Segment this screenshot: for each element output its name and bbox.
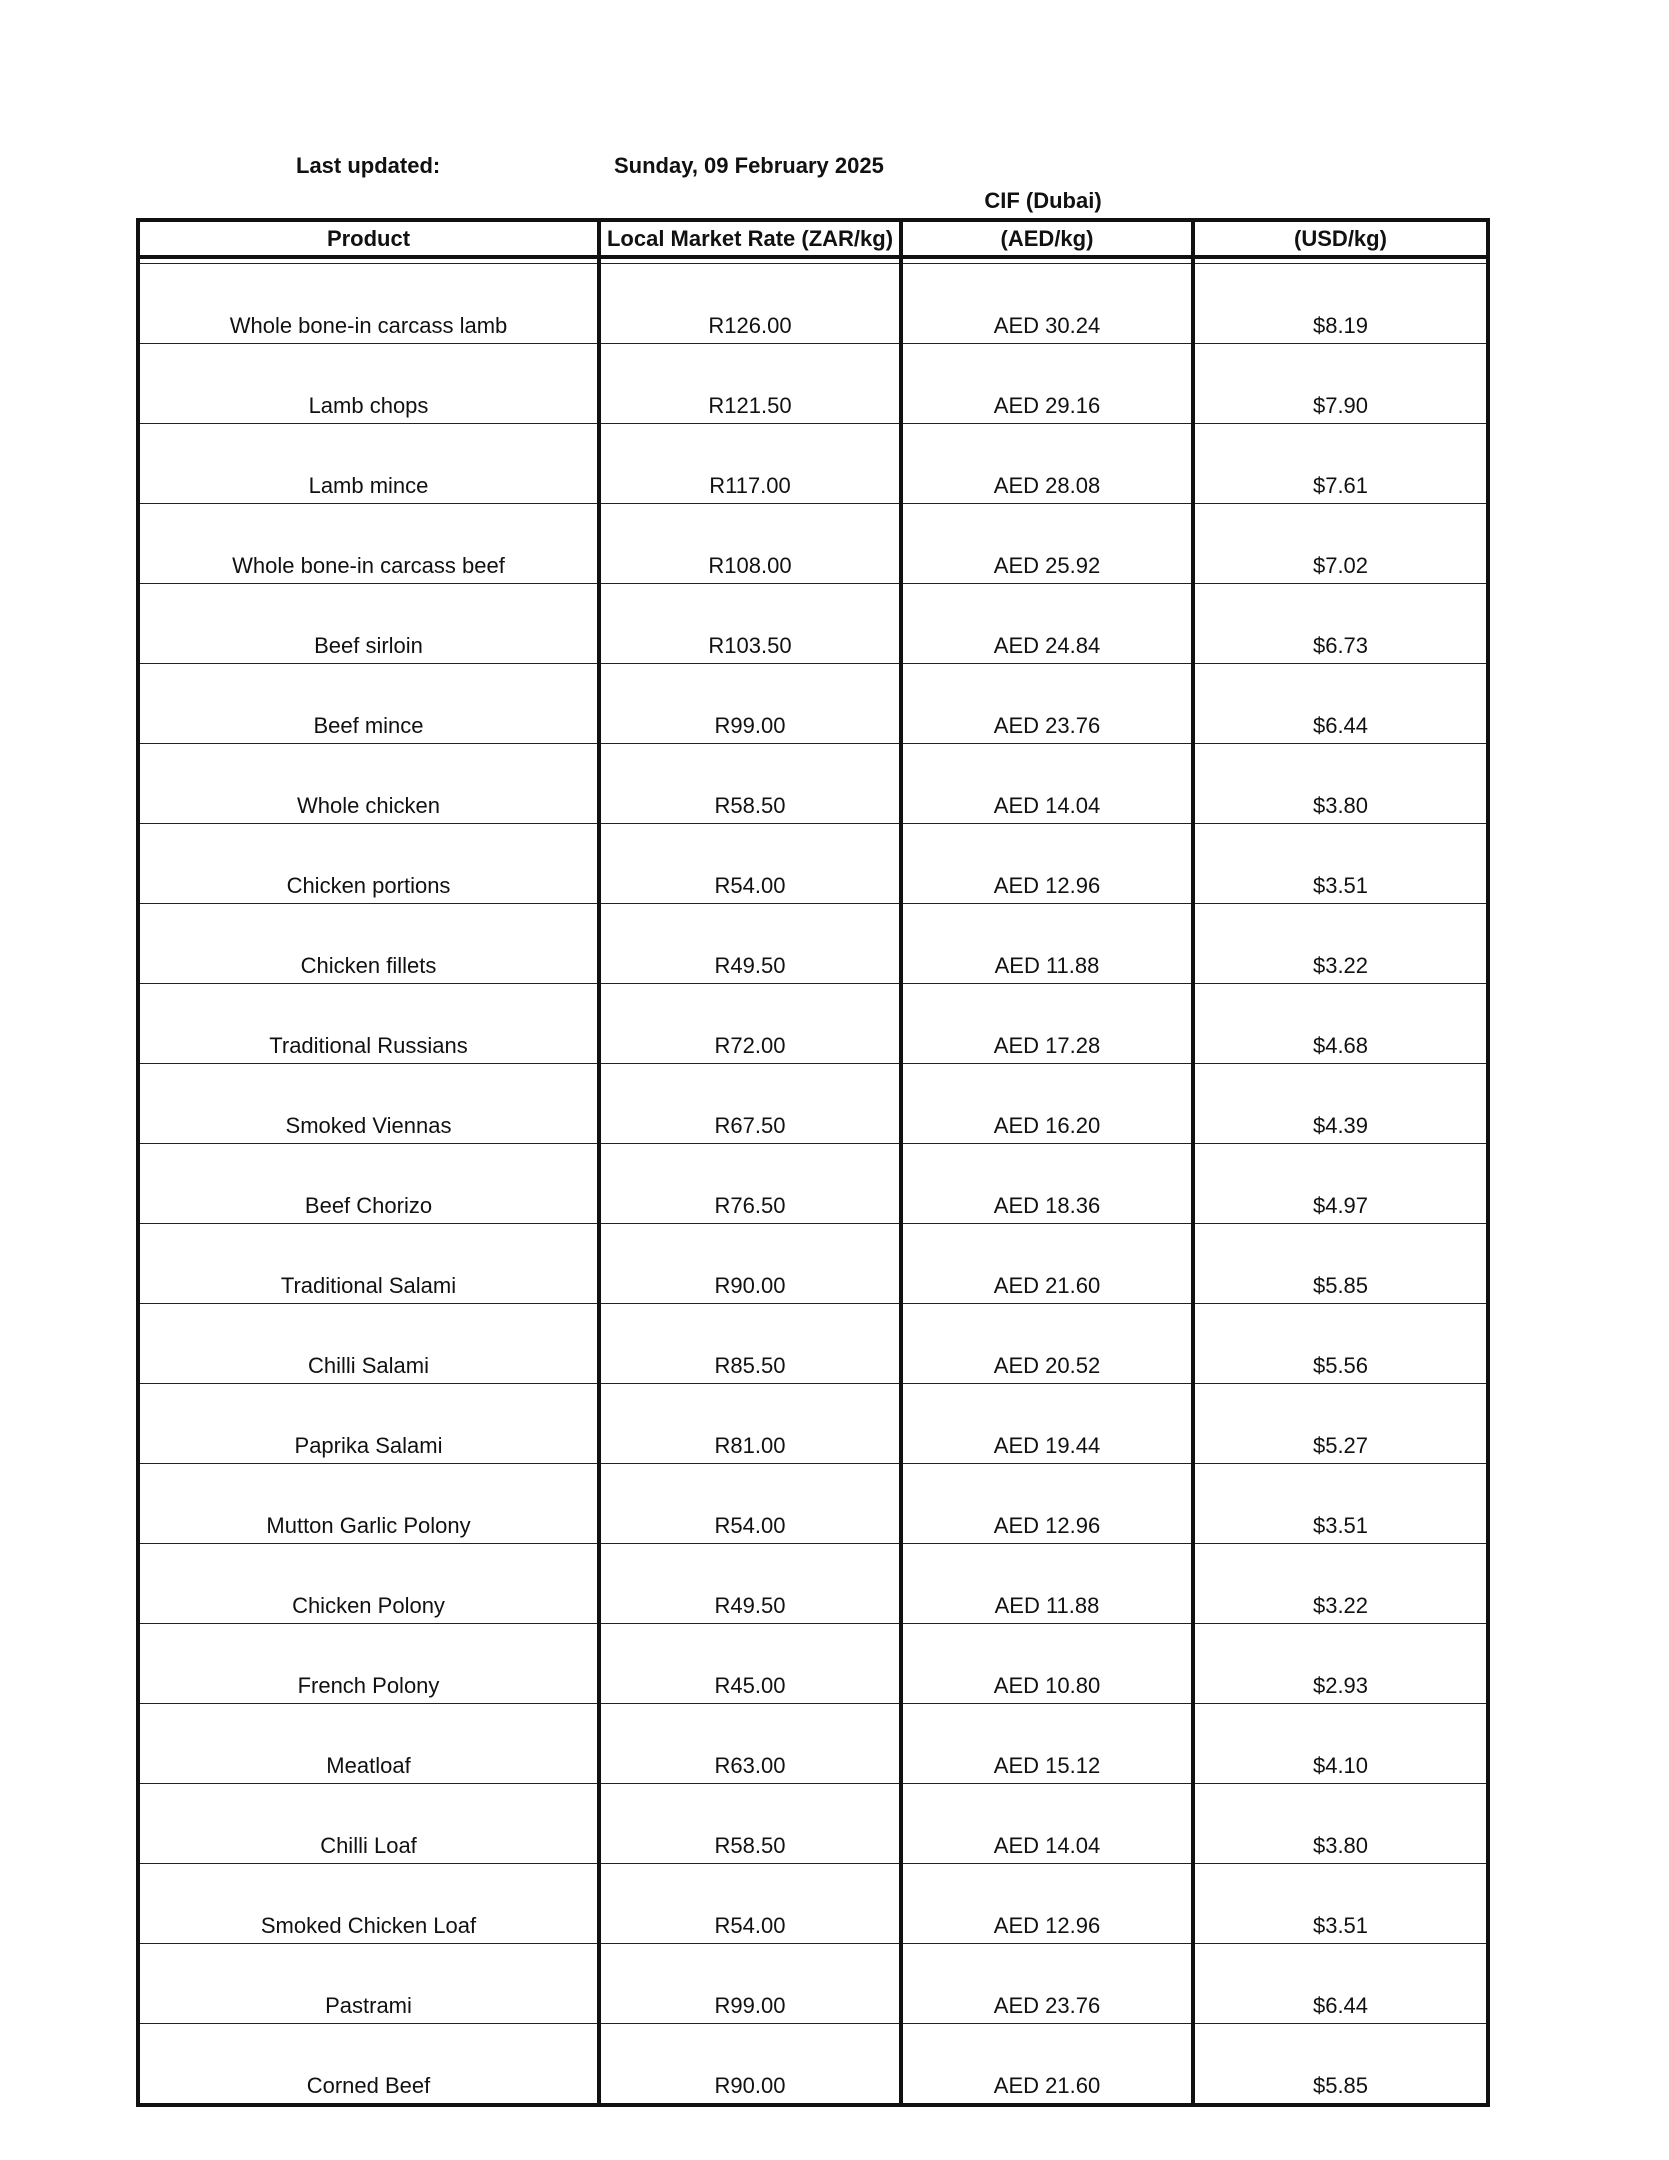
local-rate-cell: R90.00 xyxy=(599,2024,901,2106)
table-row xyxy=(138,1544,1488,1624)
table-row xyxy=(138,984,1488,1064)
product-cell: Paprika Salami xyxy=(138,1384,599,1464)
table-row xyxy=(138,664,1488,744)
aed-price-cell: AED 30.24 xyxy=(901,264,1193,344)
aed-price-cell: AED 19.44 xyxy=(901,1384,1193,1464)
local-rate-cell: R54.00 xyxy=(599,1864,901,1944)
last-updated-date: Sunday, 09 February 2025 xyxy=(614,153,884,178)
aed-price-cell: AED 25.92 xyxy=(901,504,1193,584)
usd-price-cell: $3.51 xyxy=(1193,824,1488,904)
product-cell: Whole chicken xyxy=(138,744,599,824)
local-rate-cell: R54.00 xyxy=(599,824,901,904)
local-rate-cell: R58.50 xyxy=(599,744,901,824)
usd-price-cell: $8.19 xyxy=(1193,264,1488,344)
usd-price-cell: $4.39 xyxy=(1193,1064,1488,1144)
usd-price-cell: $2.93 xyxy=(1193,1624,1488,1704)
last-updated-label: Last updated: xyxy=(296,153,441,178)
local-rate-cell: R63.00 xyxy=(599,1704,901,1784)
product-cell: Chicken Polony xyxy=(138,1544,599,1624)
aed-price-cell: AED 24.84 xyxy=(901,584,1193,664)
usd-price-cell: $3.51 xyxy=(1193,1464,1488,1544)
product-cell: Corned Beef xyxy=(138,2024,599,2106)
product-cell: Traditional Salami xyxy=(138,1224,599,1304)
product-cell: Chicken fillets xyxy=(138,904,599,984)
table-row xyxy=(138,744,1488,824)
usd-price-cell: $7.02 xyxy=(1193,504,1488,584)
product-cell: Pastrami xyxy=(138,1944,599,2024)
local-rate-cell: R90.00 xyxy=(599,1224,901,1304)
table-body xyxy=(138,257,1488,2105)
table-row xyxy=(138,584,1488,664)
table-row xyxy=(138,1224,1488,1304)
aed-price-cell: AED 29.16 xyxy=(901,344,1193,424)
usd-price-cell: $7.90 xyxy=(1193,344,1488,424)
local-rate-cell: R72.00 xyxy=(599,984,901,1064)
usd-price-cell: $5.85 xyxy=(1193,2024,1488,2106)
table-row xyxy=(138,264,1488,344)
product-cell: Traditional Russians xyxy=(138,984,599,1064)
local-rate-cell: R81.00 xyxy=(599,1384,901,1464)
table-row xyxy=(138,344,1488,424)
product-cell: Beef sirloin xyxy=(138,584,599,664)
local-rate-cell: R49.50 xyxy=(599,904,901,984)
local-rate-cell: R117.00 xyxy=(599,424,901,504)
table-row xyxy=(138,1064,1488,1144)
aed-price-cell: AED 17.28 xyxy=(901,984,1193,1064)
local-rate-cell: R99.00 xyxy=(599,1944,901,2024)
usd-price-cell: $5.56 xyxy=(1193,1304,1488,1384)
local-rate-cell: R45.00 xyxy=(599,1624,901,1704)
usd-price-cell: $3.51 xyxy=(1193,1864,1488,1944)
product-cell: Smoked Chicken Loaf xyxy=(138,1864,599,1944)
table-row xyxy=(138,1304,1488,1384)
product-cell: Mutton Garlic Polony xyxy=(138,1464,599,1544)
aed-price-cell: AED 20.52 xyxy=(901,1304,1193,1384)
table-row xyxy=(138,904,1488,984)
price-table xyxy=(136,218,1490,2107)
product-cell: Lamb mince xyxy=(138,424,599,504)
table-row xyxy=(138,1464,1488,1544)
cif-dubai-group-header: CIF (Dubai) xyxy=(984,188,1102,213)
usd-price-cell: $3.22 xyxy=(1193,904,1488,984)
usd-price-cell: $4.68 xyxy=(1193,984,1488,1064)
usd-price-cell: $3.80 xyxy=(1193,1784,1488,1864)
aed-price-cell: AED 11.88 xyxy=(901,1544,1193,1624)
aed-price-cell: AED 12.96 xyxy=(901,824,1193,904)
column-header-usd: (USD/kg) xyxy=(1193,220,1488,257)
local-rate-cell: R108.00 xyxy=(599,504,901,584)
aed-price-cell: AED 23.76 xyxy=(901,664,1193,744)
product-cell: Smoked Viennas xyxy=(138,1064,599,1144)
column-header-product: Product xyxy=(138,220,599,257)
product-cell: Chilli Salami xyxy=(138,1304,599,1384)
aed-price-cell: AED 14.04 xyxy=(901,1784,1193,1864)
product-cell: Beef mince xyxy=(138,664,599,744)
column-header-local-rate: Local Market Rate (ZAR/kg) xyxy=(599,220,901,257)
table-row xyxy=(138,1624,1488,1704)
local-rate-cell: R121.50 xyxy=(599,344,901,424)
local-rate-cell: R58.50 xyxy=(599,1784,901,1864)
aed-price-cell: AED 15.12 xyxy=(901,1704,1193,1784)
aed-price-cell: AED 14.04 xyxy=(901,744,1193,824)
table-row xyxy=(138,424,1488,504)
usd-price-cell: $6.73 xyxy=(1193,584,1488,664)
table-header-row xyxy=(138,220,1488,257)
usd-price-cell: $7.61 xyxy=(1193,424,1488,504)
product-cell: Chicken portions xyxy=(138,824,599,904)
aed-price-cell: AED 23.76 xyxy=(901,1944,1193,2024)
aed-price-cell: AED 12.96 xyxy=(901,1864,1193,1944)
usd-price-cell: $5.27 xyxy=(1193,1384,1488,1464)
column-header-aed: (AED/kg) xyxy=(901,220,1193,257)
local-rate-cell: R126.00 xyxy=(599,264,901,344)
local-rate-cell: R54.00 xyxy=(599,1464,901,1544)
table-row xyxy=(138,1144,1488,1224)
local-rate-cell: R99.00 xyxy=(599,664,901,744)
table-row xyxy=(138,1384,1488,1464)
aed-price-cell: AED 16.20 xyxy=(901,1064,1193,1144)
product-cell: Chilli Loaf xyxy=(138,1784,599,1864)
aed-price-cell: AED 21.60 xyxy=(901,1224,1193,1304)
product-cell: French Polony xyxy=(138,1624,599,1704)
table-row xyxy=(138,1864,1488,1944)
local-rate-cell: R103.50 xyxy=(599,584,901,664)
product-cell: Whole bone-in carcass beef xyxy=(138,504,599,584)
aed-price-cell: AED 12.96 xyxy=(901,1464,1193,1544)
product-cell: Lamb chops xyxy=(138,344,599,424)
aed-price-cell: AED 28.08 xyxy=(901,424,1193,504)
table-row xyxy=(138,504,1488,584)
local-rate-cell: R85.50 xyxy=(599,1304,901,1384)
aed-price-cell: AED 18.36 xyxy=(901,1144,1193,1224)
product-cell: Meatloaf xyxy=(138,1704,599,1784)
table-row xyxy=(138,2024,1488,2106)
aed-price-cell: AED 21.60 xyxy=(901,2024,1193,2106)
aed-price-cell: AED 10.80 xyxy=(901,1624,1193,1704)
product-cell: Beef Chorizo xyxy=(138,1144,599,1224)
table-row xyxy=(138,1704,1488,1784)
usd-price-cell: $4.10 xyxy=(1193,1704,1488,1784)
usd-price-cell: $6.44 xyxy=(1193,1944,1488,2024)
usd-price-cell: $4.97 xyxy=(1193,1144,1488,1224)
table-row xyxy=(138,1944,1488,2024)
product-cell: Whole bone-in carcass lamb xyxy=(138,264,599,344)
usd-price-cell: $5.85 xyxy=(1193,1224,1488,1304)
usd-price-cell: $6.44 xyxy=(1193,664,1488,744)
table-row xyxy=(138,1784,1488,1864)
usd-price-cell: $3.22 xyxy=(1193,1544,1488,1624)
aed-price-cell: AED 11.88 xyxy=(901,904,1193,984)
table-row xyxy=(138,824,1488,904)
local-rate-cell: R67.50 xyxy=(599,1064,901,1144)
local-rate-cell: R49.50 xyxy=(599,1544,901,1624)
usd-price-cell: $3.80 xyxy=(1193,744,1488,824)
local-rate-cell: R76.50 xyxy=(599,1144,901,1224)
